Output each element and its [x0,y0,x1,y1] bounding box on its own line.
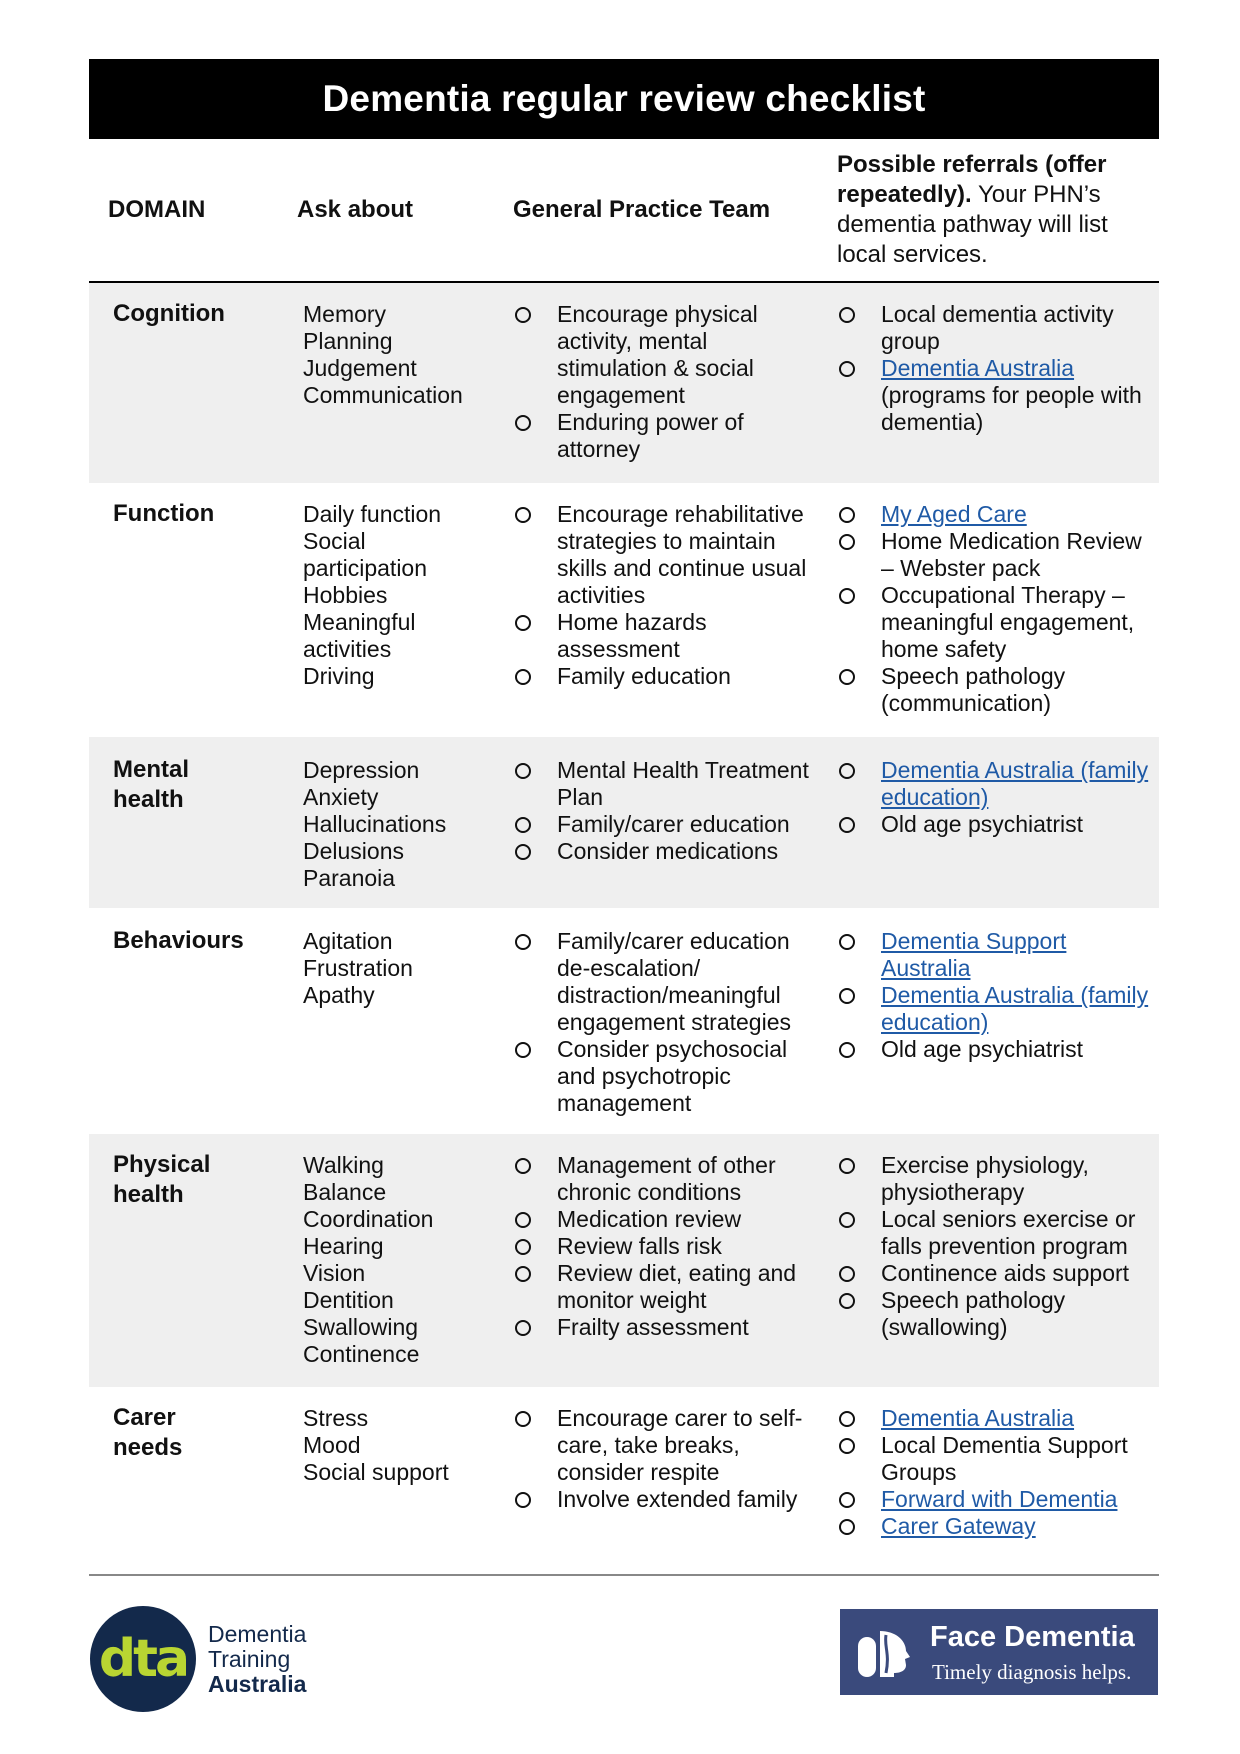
referrals-list [839,501,1155,717]
circle-bullet-icon [839,1266,855,1282]
gp-team-item-text: Review diet, eating and monitor weight [557,1260,797,1313]
circle-bullet-icon [839,669,855,685]
referral-item [839,811,1155,838]
domain-label-line: Function [113,500,215,527]
ask-about-item: Memory [303,301,387,327]
gp-team-list [515,757,815,865]
gp-team-item [515,757,815,811]
gp-team-item [515,1036,815,1117]
referral-item-text: Speech pathology (communication) [881,663,1066,716]
circle-bullet-icon [515,1042,531,1058]
referral-link-carer-gateway[interactable]: Carer Gateway [881,1513,1036,1539]
referral-item [839,1486,1155,1513]
referral-item [839,1260,1155,1287]
domain-label [113,1403,182,1463]
referrals-list [839,1152,1155,1341]
table-row-function [89,483,1159,737]
ask-about-list [303,1405,503,1486]
referral-link-dementia-australia[interactable]: Dementia Australia [881,1405,1075,1431]
ask-about-item: Paranoia [303,865,396,891]
circle-bullet-icon [515,1320,531,1336]
gp-team-item-text: Encourage rehabilitative strategies to maintain skills and continue usual activities [557,501,807,608]
circle-bullet-icon [839,1158,855,1174]
header-referrals-note: Your PHN’s dementia pathway will list local services. [837,181,1108,268]
ask-about-list [303,501,503,690]
gp-team-item [515,1206,815,1233]
referral-item-note: (programs for people with dementia) [881,382,1142,435]
ask-about-list [303,757,503,892]
table-row-carer-needs [89,1387,1159,1573]
referrals-list [839,301,1155,436]
gp-team-item [515,1314,815,1341]
referral-item [839,301,1155,355]
gp-team-item-text: Consider psychosocial and psychotropic management [557,1036,788,1116]
circle-bullet-icon [839,507,855,523]
referral-item-text: Occupational Therapy – meaningful engagement, home safety [881,582,1135,662]
circle-bullet-icon [839,534,855,550]
face-dementia-tagline: Timely diagnosis helps. [932,1660,1132,1684]
circle-bullet-icon [839,817,855,833]
ask-about-item: Driving [303,663,375,689]
gp-team-item-text: Encourage carer to self-care, take breaks, consider respite [557,1405,803,1485]
page-title: Dementia regular review checklist [89,59,1159,139]
header-ask-about: Ask about [297,196,414,223]
gp-team-item-text: Enduring power of attorney [557,409,744,462]
circle-bullet-icon [839,1492,855,1508]
gp-team-item [515,928,815,1036]
referral-item-text: Home Medication Review – Webster pack [881,528,1142,581]
header-domain: DOMAIN [108,196,206,223]
gp-team-item-text: Medication review [557,1206,742,1232]
ask-about-item: Agitation [303,928,393,954]
circle-bullet-icon [839,1519,855,1535]
referral-link-forward-with-dementia[interactable]: Forward with Dementia [881,1486,1118,1512]
footer-divider [89,1574,1159,1576]
gp-team-list [515,501,815,690]
ask-about-item: Hobbies [303,582,388,608]
ask-about-item: Continence [303,1341,420,1367]
referral-item [839,1287,1155,1341]
ask-about-item: Daily function [303,501,442,527]
face-dementia-logo [840,1609,1158,1695]
gp-team-item-text: Home hazards assessment [557,609,707,662]
referral-item [839,982,1155,1036]
circle-bullet-icon [515,1212,531,1228]
referrals-list [839,1405,1155,1540]
ask-about-item: Communication [303,382,463,408]
referral-link-dementia-australia-family-education[interactable]: Dementia Australia (family education) [881,757,1149,810]
gp-team-item [515,663,815,690]
referral-item [839,1405,1155,1432]
gp-team-item-text: Consider medications [557,838,779,864]
gp-team-item-text: Involve extended family [557,1486,798,1512]
header-referrals-bold: Possible referrals (offer repeatedly). [837,151,1107,208]
gp-team-item-text: Family/carer education [557,811,790,837]
ask-about-item: Balance [303,1179,387,1205]
ask-about-item: Dentition [303,1287,394,1313]
circle-bullet-icon [839,307,855,323]
referral-item [839,928,1155,982]
ask-about-list [303,301,503,409]
ask-about-item: Depression [303,757,420,783]
dta-mark-icon: dta [90,1606,196,1712]
circle-bullet-icon [515,844,531,860]
referrals-list [839,757,1155,838]
domain-label [113,926,244,956]
ask-about-item: Apathy [303,982,375,1008]
dta-wordmark [208,1622,306,1697]
domain-label [113,499,214,529]
circle-bullet-icon [515,307,531,323]
circle-bullet-icon [839,588,855,604]
gp-team-item [515,1486,815,1513]
gp-team-item [515,301,815,409]
referral-item [839,1206,1155,1260]
circle-bullet-icon [839,1212,855,1228]
referral-link-dementia-australia[interactable]: Dementia Australia [881,355,1075,381]
ask-about-item: Coordination [303,1206,434,1232]
ask-about-item: Hallucinations [303,811,447,837]
gp-team-item [515,409,815,463]
gp-team-item-text: Management of other chronic conditions [557,1152,776,1205]
ask-about-item: Meaningful [303,609,416,635]
gp-team-item-text: Family education [557,663,731,689]
header-gp-team: General Practice Team [513,196,771,223]
face-profile-icon [856,1627,914,1679]
circle-bullet-icon [515,615,531,631]
dta-line-2: Training [208,1646,291,1672]
gp-team-item [515,1233,815,1260]
referral-item-text: Local dementia activity group [881,301,1114,354]
gp-team-item [515,501,815,609]
referral-item [839,1036,1155,1063]
face-dementia-title: Face Dementia [930,1621,1135,1653]
ask-about-item: Planning [303,328,393,354]
circle-bullet-icon [515,1239,531,1255]
circle-bullet-icon [515,669,531,685]
gp-team-item [515,811,815,838]
referral-link-my-aged-care[interactable]: My Aged Care [881,501,1027,527]
referral-item-text: Continence aids support [881,1260,1130,1286]
ask-about-item: Walking [303,1152,384,1178]
referral-item-text: Local Dementia Support Groups [881,1432,1128,1485]
referral-item [839,757,1155,811]
circle-bullet-icon [839,934,855,950]
ask-about-item: participation [303,555,428,581]
ask-about-item: Hearing [303,1233,384,1259]
circle-bullet-icon [839,1293,855,1309]
referral-item [839,501,1155,528]
domain-label-line: Behaviours [113,927,244,954]
referral-item-text: Old age psychiatrist [881,811,1083,837]
dta-line-3: Australia [208,1671,307,1697]
circle-bullet-icon [839,1438,855,1454]
table-row-cognition [89,283,1159,483]
domain-label-line: Cognition [113,300,225,327]
circle-bullet-icon [839,988,855,1004]
circle-bullet-icon [515,1266,531,1282]
referral-item [839,528,1155,582]
domain-label-line: Mental [113,756,190,783]
domain-label [113,299,225,329]
circle-bullet-icon [839,763,855,779]
referral-item [839,663,1155,717]
domain-label [113,1150,210,1210]
circle-bullet-icon [839,361,855,377]
ask-about-item: Swallowing [303,1314,419,1340]
referral-item [839,1432,1155,1486]
ask-about-item: Social support [303,1459,449,1485]
referral-link-dementia-australia-family-education[interactable]: Dementia Australia (family education) [881,982,1149,1035]
circle-bullet-icon [515,934,531,950]
gp-team-list [515,301,815,463]
referral-item [839,355,1155,436]
ask-about-item: Judgement [303,355,417,381]
referral-item-text: Speech pathology (swallowing) [881,1287,1066,1340]
gp-team-item-text: Frailty assessment [557,1314,749,1340]
dta-line-1: Dementia [208,1621,307,1647]
referral-link-dementia-support-australia[interactable]: Dementia Support Australia [881,928,1067,981]
ask-about-item: Mood [303,1432,361,1458]
table-row-behaviours [89,908,1159,1134]
gp-team-item-text: Review falls risk [557,1233,722,1259]
referral-item [839,582,1155,663]
gp-team-list [515,928,815,1117]
gp-team-item-text: Family/carer education de-escalation/ distraction/meaningful engagement strategies [557,928,791,1035]
domain-label-line: health [113,786,184,813]
referral-item-text: Old age psychiatrist [881,1036,1083,1062]
ask-about-item: Vision [303,1260,366,1286]
header-referrals [837,150,1147,270]
circle-bullet-icon [515,1158,531,1174]
ask-about-item: Frustration [303,955,413,981]
circle-bullet-icon [515,507,531,523]
dta-logo [90,1606,330,1716]
ask-about-item: Stress [303,1405,369,1431]
gp-team-item [515,609,815,663]
circle-bullet-icon [515,1411,531,1427]
referral-item [839,1152,1155,1206]
table-header [89,150,1159,283]
ask-about-item: Delusions [303,838,404,864]
domain-label-line: Physical [113,1151,211,1178]
gp-team-item-text: Encourage physical activity, mental stimulation & social engagement [557,301,758,408]
gp-team-list [515,1152,815,1341]
referrals-list [839,928,1155,1063]
ask-about-item: Anxiety [303,784,379,810]
ask-about-list [303,1152,503,1368]
gp-team-item [515,1260,815,1314]
gp-team-item [515,1152,815,1206]
circle-bullet-icon [515,1492,531,1508]
circle-bullet-icon [515,415,531,431]
domain-label-line: health [113,1181,184,1208]
domain-label-line: needs [113,1434,183,1461]
circle-bullet-icon [839,1042,855,1058]
gp-team-item [515,1405,815,1486]
referral-item-text: Local seniors exercise or falls prevention program [881,1206,1136,1259]
gp-team-item-text: Mental Health Treatment Plan [557,757,809,810]
domain-label [113,755,189,815]
referral-item-text: Exercise physiology, physiotherapy [881,1152,1089,1205]
ask-about-item: activities [303,636,392,662]
circle-bullet-icon [515,763,531,779]
circle-bullet-icon [515,817,531,833]
gp-team-list [515,1405,815,1513]
gp-team-item [515,838,815,865]
table-row-physical-health [89,1134,1159,1387]
domain-label-line: Carer [113,1404,176,1431]
ask-about-item: Social [303,528,366,554]
referral-item [839,1513,1155,1540]
circle-bullet-icon [839,1411,855,1427]
ask-about-list [303,928,503,1009]
table-row-mental-health [89,737,1159,908]
